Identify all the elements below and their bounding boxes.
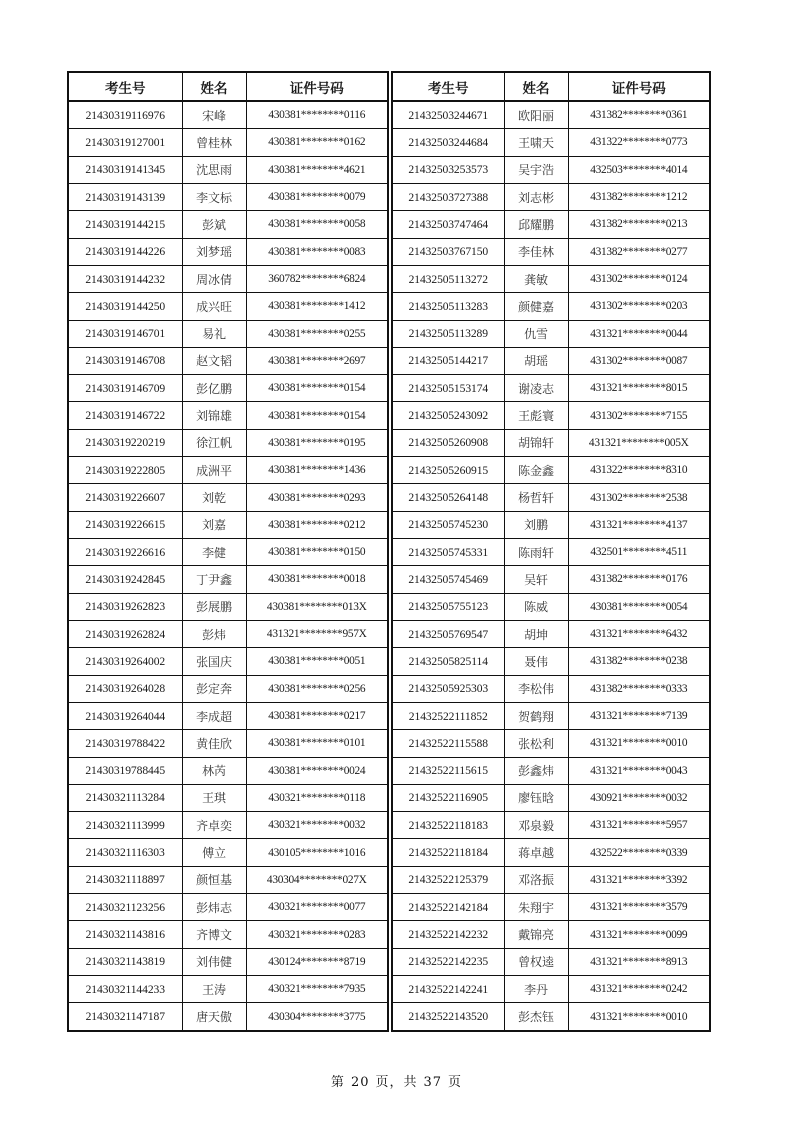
exam-number-cell: 21430319144232 <box>68 265 182 292</box>
id-number-cell: 430381********0212 <box>246 511 388 538</box>
name-cell: 吴宇浩 <box>504 156 568 183</box>
table-row <box>392 894 710 921</box>
table-row <box>68 921 388 948</box>
table-row <box>68 320 388 347</box>
name-cell: 傅立 <box>182 839 246 866</box>
exam-number-cell: 21432505260915 <box>392 457 504 484</box>
table-row <box>392 211 710 238</box>
exam-number-cell: 21430321116303 <box>68 839 182 866</box>
name-cell: 彭杰钰 <box>504 1003 568 1031</box>
name-cell: 彭展鹏 <box>182 593 246 620</box>
name-cell: 成兴旺 <box>182 293 246 320</box>
table-row <box>392 948 710 975</box>
exam-number-cell: 21430319144250 <box>68 293 182 320</box>
table-row <box>392 976 710 1003</box>
id-number-cell: 431382********0213 <box>568 211 710 238</box>
name-cell: 赵文韬 <box>182 347 246 374</box>
id-number-cell: 430304********3775 <box>246 1003 388 1031</box>
exam-number-cell: 21430319143139 <box>68 183 182 210</box>
id-number-cell: 431302********0203 <box>568 293 710 320</box>
id-number-cell: 431382********0176 <box>568 566 710 593</box>
table-row <box>68 894 388 921</box>
exam-number-cell: 21430319222805 <box>68 457 182 484</box>
exam-number-cell: 21432522118184 <box>392 839 504 866</box>
table-row <box>392 320 710 347</box>
id-number-cell: 431321********005X <box>568 429 710 456</box>
table-row <box>392 129 710 156</box>
exam-number-cell: 21430319262824 <box>68 620 182 647</box>
name-cell: 蒋卓越 <box>504 839 568 866</box>
exam-number-cell: 21430319788445 <box>68 757 182 784</box>
table-row <box>68 211 388 238</box>
exam-number-cell: 21430319146701 <box>68 320 182 347</box>
exam-number-cell: 21432522125379 <box>392 866 504 893</box>
table-row <box>68 948 388 975</box>
name-cell: 王涛 <box>182 976 246 1003</box>
exam-number-cell: 21430319264002 <box>68 648 182 675</box>
id-number-cell: 431321********0010 <box>568 1003 710 1031</box>
name-cell: 颜健嘉 <box>504 293 568 320</box>
exam-number-cell: 21432503767150 <box>392 238 504 265</box>
id-number-cell: 431382********0333 <box>568 675 710 702</box>
table-row <box>68 265 388 292</box>
table-row <box>68 593 388 620</box>
table-row <box>392 702 710 729</box>
name-cell: 成洲平 <box>182 457 246 484</box>
exam-number-cell: 21432522115615 <box>392 757 504 784</box>
table-row <box>68 183 388 210</box>
table-row <box>392 620 710 647</box>
table-row <box>392 784 710 811</box>
name-cell: 周冰倩 <box>182 265 246 292</box>
exam-number-cell: 21430319262823 <box>68 593 182 620</box>
table-row <box>68 238 388 265</box>
id-number-cell: 431302********2538 <box>568 484 710 511</box>
header-row <box>68 72 388 101</box>
table-row <box>68 293 388 320</box>
exam-number-cell: 21432503244671 <box>392 101 504 129</box>
id-number-cell: 431321********8015 <box>568 375 710 402</box>
table-row <box>392 429 710 456</box>
table-row <box>392 511 710 538</box>
id-number-cell: 431321********0010 <box>568 730 710 757</box>
id-number-cell: 430381********0154 <box>246 402 388 429</box>
exam-number-cell: 21430319264044 <box>68 702 182 729</box>
name-cell: 王彪寰 <box>504 402 568 429</box>
name-cell: 颜恒基 <box>182 866 246 893</box>
exam-number-cell: 21430319144215 <box>68 211 182 238</box>
name-cell: 陈雨轩 <box>504 539 568 566</box>
table-row <box>68 511 388 538</box>
total-page-count: 37 <box>423 1075 443 1090</box>
table-row <box>68 812 388 839</box>
name-cell: 邓泉毅 <box>504 812 568 839</box>
exam-number-cell: 21430319220219 <box>68 429 182 456</box>
footer-mid: 页，共 <box>375 1075 418 1090</box>
table-row <box>392 457 710 484</box>
header-row <box>392 72 710 101</box>
name-cell: 胡锦轩 <box>504 429 568 456</box>
name-cell: 丁尹鑫 <box>182 566 246 593</box>
exam-number-cell: 21432522118183 <box>392 812 504 839</box>
table-row <box>392 839 710 866</box>
table-row <box>392 675 710 702</box>
exam-number-cell: 21432522142235 <box>392 948 504 975</box>
name-cell: 彭斌 <box>182 211 246 238</box>
exam-number-cell: 21432522143520 <box>392 1003 504 1031</box>
id-number-cell: 430921********0032 <box>568 784 710 811</box>
table-row <box>392 593 710 620</box>
exam-number-cell: 21432505264148 <box>392 484 504 511</box>
exam-number-cell: 21432505769547 <box>392 620 504 647</box>
name-cell: 曾桂林 <box>182 129 246 156</box>
table-row <box>68 101 388 129</box>
name-cell: 刘鹏 <box>504 511 568 538</box>
exam-number-cell: 21430319144226 <box>68 238 182 265</box>
name-cell: 胡瑶 <box>504 347 568 374</box>
id-number-cell: 431302********7155 <box>568 402 710 429</box>
table-row <box>392 347 710 374</box>
name-cell: 彭炜 <box>182 620 246 647</box>
name-cell: 易礼 <box>182 320 246 347</box>
id-number-cell: 430381********0101 <box>246 730 388 757</box>
exam-number-cell: 21432522142184 <box>392 894 504 921</box>
name-cell: 李丹 <box>504 976 568 1003</box>
id-number-cell: 430381********0195 <box>246 429 388 456</box>
name-cell: 刘梦瑶 <box>182 238 246 265</box>
exam-number-cell: 21432505260908 <box>392 429 504 456</box>
name-cell: 李佳林 <box>504 238 568 265</box>
name-cell: 沈思雨 <box>182 156 246 183</box>
exam-number-cell: 21430321123256 <box>68 894 182 921</box>
exam-number-cell: 21432505113272 <box>392 265 504 292</box>
id-number-cell: 430381********0293 <box>246 484 388 511</box>
exam-number-cell: 21432503747464 <box>392 211 504 238</box>
table-row <box>392 648 710 675</box>
exam-number-cell: 21430321113999 <box>68 812 182 839</box>
id-number-cell: 430321********0077 <box>246 894 388 921</box>
exam-number-cell: 21430319116976 <box>68 101 182 129</box>
id-number-cell: 432522********0339 <box>568 839 710 866</box>
name-cell: 李松伟 <box>504 675 568 702</box>
exam-number-cell: 21432505745469 <box>392 566 504 593</box>
exam-number-cell: 21430319788422 <box>68 730 182 757</box>
exam-number-cell: 21432503727388 <box>392 183 504 210</box>
name-cell: 胡坤 <box>504 620 568 647</box>
id-number-cell: 431382********0277 <box>568 238 710 265</box>
exam-number-cell: 21430321143819 <box>68 948 182 975</box>
name-cell: 陈威 <box>504 593 568 620</box>
name-cell: 张松利 <box>504 730 568 757</box>
name-cell: 彭定奔 <box>182 675 246 702</box>
name-cell: 齐博文 <box>182 921 246 948</box>
exam-number-cell: 21432505144217 <box>392 347 504 374</box>
id-number-cell: 430381********0018 <box>246 566 388 593</box>
name-cell: 彭亿鹏 <box>182 375 246 402</box>
table-row <box>68 648 388 675</box>
name-cell: 李成超 <box>182 702 246 729</box>
id-number-cell: 430321********7935 <box>246 976 388 1003</box>
name-cell: 欧阳丽 <box>504 101 568 129</box>
id-number-cell: 431321********3392 <box>568 866 710 893</box>
table-row <box>68 784 388 811</box>
name-cell: 邱耀鹏 <box>504 211 568 238</box>
id-number-cell: 430381********0079 <box>246 183 388 210</box>
name-cell: 张国庆 <box>182 648 246 675</box>
exam-number-cell: 21430319226616 <box>68 539 182 566</box>
footer-suffix: 页 <box>448 1075 463 1090</box>
id-number-cell: 360782********6824 <box>246 265 388 292</box>
name-cell: 吴轩 <box>504 566 568 593</box>
exam-number-cell: 21430319127001 <box>68 129 182 156</box>
table-row <box>392 757 710 784</box>
exam-number-cell: 21430319264028 <box>68 675 182 702</box>
table-row <box>392 238 710 265</box>
id-number-cell: 431382********0238 <box>568 648 710 675</box>
id-number-cell: 431322********8310 <box>568 457 710 484</box>
name-cell: 朱翔宇 <box>504 894 568 921</box>
candidate-table-left <box>67 71 389 1032</box>
id-number-cell: 431321********8913 <box>568 948 710 975</box>
id-number-cell: 430381********0116 <box>246 101 388 129</box>
name-cell: 唐天傲 <box>182 1003 246 1031</box>
name-cell: 王啸天 <box>504 129 568 156</box>
id-number-cell: 432501********4511 <box>568 539 710 566</box>
exam-number-cell: 21430319226607 <box>68 484 182 511</box>
id-number-cell: 430381********0162 <box>246 129 388 156</box>
id-number-cell: 431382********0361 <box>568 101 710 129</box>
table-row <box>68 730 388 757</box>
exam-number-cell: 21430319226615 <box>68 511 182 538</box>
table-row <box>392 812 710 839</box>
header-exam-number: 考生号 <box>392 72 504 101</box>
name-cell: 林芮 <box>182 757 246 784</box>
exam-number-cell: 21430321113284 <box>68 784 182 811</box>
table-row <box>68 402 388 429</box>
exam-number-cell: 21432522111852 <box>392 702 504 729</box>
id-number-cell: 430381********0217 <box>246 702 388 729</box>
table-row <box>68 566 388 593</box>
id-number-cell: 430381********0150 <box>246 539 388 566</box>
name-cell: 彭鑫炜 <box>504 757 568 784</box>
exam-number-cell: 21432522142232 <box>392 921 504 948</box>
table-row <box>392 921 710 948</box>
id-number-cell: 430381********0024 <box>246 757 388 784</box>
table-row <box>68 347 388 374</box>
name-cell: 宋峰 <box>182 101 246 129</box>
name-cell: 李健 <box>182 539 246 566</box>
id-number-cell: 430321********0118 <box>246 784 388 811</box>
table-row <box>68 839 388 866</box>
exam-number-cell: 21430319146708 <box>68 347 182 374</box>
exam-number-cell: 21430319242845 <box>68 566 182 593</box>
name-cell: 贺鹤翔 <box>504 702 568 729</box>
candidate-list <box>67 71 710 1032</box>
table-row <box>392 566 710 593</box>
table-row <box>392 1003 710 1031</box>
id-number-cell: 431321********0043 <box>568 757 710 784</box>
id-number-cell: 431321********3579 <box>568 894 710 921</box>
name-cell: 齐卓奕 <box>182 812 246 839</box>
table-row <box>392 183 710 210</box>
table-row <box>392 866 710 893</box>
table-row <box>68 539 388 566</box>
name-cell: 黄佳欣 <box>182 730 246 757</box>
id-number-cell: 430381********013X <box>246 593 388 620</box>
table-row <box>68 156 388 183</box>
id-number-cell: 431321********957X <box>246 620 388 647</box>
id-number-cell: 431321********4137 <box>568 511 710 538</box>
id-number-cell: 431321********0044 <box>568 320 710 347</box>
table-row <box>68 675 388 702</box>
name-cell: 廖钰晗 <box>504 784 568 811</box>
id-number-cell: 430381********0054 <box>568 593 710 620</box>
exam-number-cell: 21432505745331 <box>392 539 504 566</box>
name-cell: 杨哲轩 <box>504 484 568 511</box>
name-cell: 陈金鑫 <box>504 457 568 484</box>
header-id-number: 证件号码 <box>246 72 388 101</box>
exam-number-cell: 21430321147187 <box>68 1003 182 1031</box>
table-row <box>392 156 710 183</box>
id-number-cell: 430124********8719 <box>246 948 388 975</box>
name-cell: 刘锦雄 <box>182 402 246 429</box>
name-cell: 曾权逵 <box>504 948 568 975</box>
name-cell: 刘嘉 <box>182 511 246 538</box>
candidate-table-right <box>391 71 711 1032</box>
table-row <box>68 375 388 402</box>
id-number-cell: 430321********0032 <box>246 812 388 839</box>
name-cell: 龚敏 <box>504 265 568 292</box>
name-cell: 刘志彬 <box>504 183 568 210</box>
id-number-cell: 430381********2697 <box>246 347 388 374</box>
id-number-cell: 430321********0283 <box>246 921 388 948</box>
table-row <box>68 484 388 511</box>
id-number-cell: 430381********0255 <box>246 320 388 347</box>
table-row <box>68 429 388 456</box>
exam-number-cell: 21432505243092 <box>392 402 504 429</box>
id-number-cell: 430381********4621 <box>246 156 388 183</box>
name-cell: 彭炜志 <box>182 894 246 921</box>
exam-number-cell: 21432505113289 <box>392 320 504 347</box>
header-name: 姓名 <box>182 72 246 101</box>
table-row <box>68 129 388 156</box>
id-number-cell: 431321********0242 <box>568 976 710 1003</box>
table-row <box>68 866 388 893</box>
table-row <box>392 402 710 429</box>
exam-number-cell: 21432505755123 <box>392 593 504 620</box>
table-row <box>68 620 388 647</box>
exam-number-cell: 21432522115588 <box>392 730 504 757</box>
table-row <box>392 539 710 566</box>
id-number-cell: 430381********0083 <box>246 238 388 265</box>
table-row <box>68 757 388 784</box>
name-cell: 刘伟健 <box>182 948 246 975</box>
id-number-cell: 431322********0773 <box>568 129 710 156</box>
id-number-cell: 432503********4014 <box>568 156 710 183</box>
table-row <box>392 730 710 757</box>
exam-number-cell: 21432522116905 <box>392 784 504 811</box>
name-cell: 王琪 <box>182 784 246 811</box>
id-number-cell: 431321********5957 <box>568 812 710 839</box>
id-number-cell: 430105********1016 <box>246 839 388 866</box>
id-number-cell: 430381********0256 <box>246 675 388 702</box>
name-cell: 邓洛振 <box>504 866 568 893</box>
id-number-cell: 431382********1212 <box>568 183 710 210</box>
name-cell: 聂伟 <box>504 648 568 675</box>
name-cell: 刘乾 <box>182 484 246 511</box>
exam-number-cell: 21432505153174 <box>392 375 504 402</box>
footer-prefix: 第 <box>330 1075 345 1090</box>
exam-number-cell: 21430321118897 <box>68 866 182 893</box>
name-cell: 谢凌志 <box>504 375 568 402</box>
exam-number-cell: 21432522142241 <box>392 976 504 1003</box>
id-number-cell: 430381********0051 <box>246 648 388 675</box>
id-number-cell: 431321********6432 <box>568 620 710 647</box>
id-number-cell: 430304********027X <box>246 866 388 893</box>
id-number-cell: 431302********0124 <box>568 265 710 292</box>
id-number-cell: 431321********7139 <box>568 702 710 729</box>
id-number-cell: 431321********0099 <box>568 921 710 948</box>
table-row <box>392 293 710 320</box>
table-row <box>392 101 710 129</box>
table-row <box>392 265 710 292</box>
exam-number-cell: 21430319146709 <box>68 375 182 402</box>
exam-number-cell: 21430321143816 <box>68 921 182 948</box>
table-row <box>68 702 388 729</box>
exam-number-cell: 21432505113283 <box>392 293 504 320</box>
table-row <box>392 375 710 402</box>
exam-number-cell: 21430319146722 <box>68 402 182 429</box>
name-cell: 徐江帆 <box>182 429 246 456</box>
id-number-cell: 430381********0058 <box>246 211 388 238</box>
table-row <box>68 976 388 1003</box>
table-row <box>392 484 710 511</box>
name-cell: 戴锦亮 <box>504 921 568 948</box>
exam-number-cell: 21432503253573 <box>392 156 504 183</box>
header-id-number: 证件号码 <box>568 72 710 101</box>
name-cell: 仇雪 <box>504 320 568 347</box>
id-number-cell: 431302********0087 <box>568 347 710 374</box>
id-number-cell: 430381********0154 <box>246 375 388 402</box>
header-exam-number: 考生号 <box>68 72 182 101</box>
table-row <box>68 457 388 484</box>
exam-number-cell: 21432503244684 <box>392 129 504 156</box>
page-footer <box>0 1071 793 1090</box>
exam-number-cell: 21432505925303 <box>392 675 504 702</box>
exam-number-cell: 21430319141345 <box>68 156 182 183</box>
name-cell: 李文标 <box>182 183 246 210</box>
exam-number-cell: 21430321144233 <box>68 976 182 1003</box>
current-page-number: 20 <box>350 1075 370 1090</box>
exam-number-cell: 21432505745230 <box>392 511 504 538</box>
table-row <box>68 1003 388 1031</box>
id-number-cell: 430381********1412 <box>246 293 388 320</box>
exam-number-cell: 21432505825114 <box>392 648 504 675</box>
header-name: 姓名 <box>504 72 568 101</box>
id-number-cell: 430381********1436 <box>246 457 388 484</box>
